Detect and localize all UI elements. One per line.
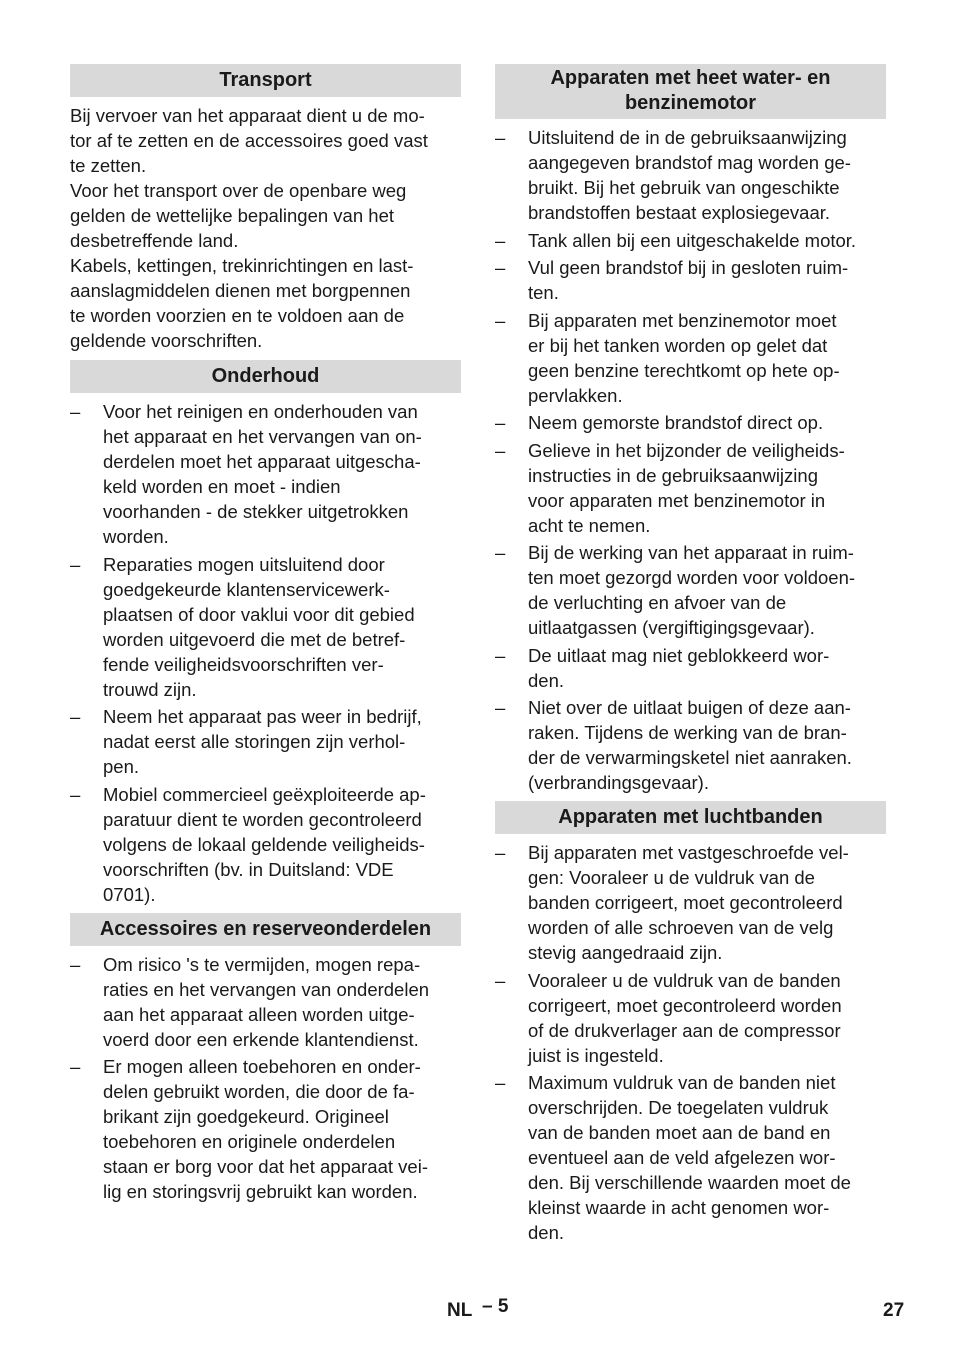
list-item-line: Uitsluitend de in de gebruiksaanwijzing	[528, 127, 847, 148]
list-item	[70, 399, 461, 549]
list-item	[495, 540, 886, 640]
list-item-line: worden uitgevoerd die met de betref-	[103, 628, 406, 650]
footer-section-page: – 5	[482, 1296, 509, 1317]
list-item-line: den.	[528, 1222, 565, 1243]
list-item-line: corrigeert, moet gecontroleerd worden	[528, 994, 842, 1016]
list-item-line: De uitlaat mag niet geblokkeerd wor-	[528, 644, 830, 666]
onderhoud-list	[70, 399, 461, 907]
list-item-line: keld worden en moet - indien	[103, 476, 341, 497]
bullet-dash: –	[495, 439, 506, 461]
list-item-line: Vul geen brandstof bij in gesloten ruim-	[528, 257, 849, 278]
list-item-line: worden of alle schroeven van de velg	[528, 917, 834, 938]
bullet-dash: –	[495, 697, 506, 718]
list-item	[495, 255, 886, 305]
list-item	[495, 840, 886, 965]
list-item-line: worden.	[103, 526, 169, 547]
list-item-line: uitlaatgassen (vergiftigingsgevaar).	[528, 617, 815, 638]
list-item-line: voor apparaten met benzinemotor in	[528, 489, 826, 511]
list-item	[70, 1054, 461, 1204]
list-item-line: brandstoffen bestaat explosiegevaar.	[528, 202, 831, 223]
list-item-line: eventueel aan de veld afgelezen wor-	[528, 1147, 836, 1168]
list-item-line: derdelen moet het apparaat uitgescha-	[103, 451, 421, 472]
bullet-dash: –	[70, 401, 81, 422]
list-item	[495, 410, 886, 435]
list-item-line: er bij het tanken worden op gelet dat	[528, 334, 828, 356]
list-item-line: voorhanden - de stekker uitgetrokken	[103, 501, 409, 522]
list-item-line: Om risico 's te vermijden, mogen repa-	[103, 953, 421, 975]
list-item-line: goedgekeurde klantenservicewerk-	[103, 578, 390, 600]
list-item-line: volgens de lokaal geldende veiligheids-	[103, 833, 425, 855]
transport-line: te zetten.	[70, 155, 147, 176]
bullet-dash: –	[495, 127, 506, 148]
transport-line: aanslagmiddelen dienen met borgpennen	[70, 280, 411, 301]
list-item-line: raties en het vervangen van onderdelen	[103, 978, 430, 1000]
list-item-line: ten.	[528, 282, 559, 303]
list-item-line: Bij apparaten met benzinemotor moet	[528, 309, 837, 331]
list-item	[495, 968, 886, 1068]
transport-line: tor af te zetten en de accessoires goed vast	[70, 130, 428, 151]
list-item-line: Voor het reinigen en onderhouden van	[103, 401, 418, 422]
list-item-line: lig en storingsvrij gebruikt kan worden.	[103, 1181, 418, 1202]
list-item-line: plaatsen of door vaklui voor dit gebied	[103, 603, 415, 625]
list-item-line: toebehoren en originele onderdelen	[103, 1131, 396, 1152]
list-item-line: acht te nemen.	[528, 514, 651, 536]
list-item-line: voerd door een erkende klantendienst.	[103, 1028, 419, 1050]
list-item-line: Bij apparaten met vastgeschroefde vel-	[528, 842, 849, 863]
list-item-line: stevig aangedraaid zijn.	[528, 942, 723, 963]
transport-line: geldende voorschriften.	[70, 330, 263, 351]
luchtbanden-heading: Apparaten met luchtbanden	[495, 801, 886, 834]
bullet-dash: –	[70, 1056, 81, 1077]
list-item-line: bruikt. Bij het gebruik van ongeschikte	[528, 177, 840, 198]
list-item-line: Maximum vuldruk van de banden niet	[528, 1072, 836, 1093]
list-item-line: Neem het apparaat pas weer in bedrijf,	[103, 706, 422, 727]
list-item	[495, 695, 886, 795]
right-column	[495, 64, 886, 1251]
list-item	[495, 438, 886, 538]
transport-line: Kabels, kettingen, trekinrichtingen en last-	[70, 255, 414, 276]
left-column	[70, 64, 461, 1210]
list-item	[70, 782, 461, 907]
bullet-dash: –	[495, 1072, 506, 1093]
transport-line: te worden voorzien en te voldoen aan de	[70, 305, 405, 326]
list-item-line: brikant zijn goedgekeurd. Origineel	[103, 1106, 389, 1127]
list-item-line: ten moet gezorgd worden voor voldoen-	[528, 567, 856, 588]
onderhoud-heading: Onderhoud	[70, 360, 461, 393]
list-item-line: delen gebruikt worden, die door de fa-	[103, 1081, 415, 1102]
list-item	[495, 643, 886, 693]
list-item-line: Mobiel commercieel geëxploiteerde ap-	[103, 783, 426, 805]
bullet-dash: –	[70, 953, 81, 975]
bullet-dash: –	[70, 553, 81, 575]
list-item-line: overschrijden. De toegelaten vuldruk	[528, 1097, 829, 1118]
footer-page-number: 27	[883, 1300, 905, 1321]
list-item-line: trouwd zijn.	[103, 678, 197, 700]
list-item-line: het apparaat en het vervangen van on-	[103, 426, 422, 447]
transport-line: desbetreffende land.	[70, 230, 239, 251]
list-item-line: 0701).	[103, 883, 156, 905]
list-item-line: geen benzine terechtkomt op hete op-	[528, 359, 840, 381]
bullet-dash: –	[495, 412, 506, 433]
transport-line: gelden de wettelijke bepalingen van het	[70, 205, 394, 226]
list-item-line: aan het apparaat alleen worden uitge-	[103, 1003, 415, 1025]
list-item	[495, 228, 886, 253]
bullet-dash: –	[495, 542, 506, 563]
list-item	[495, 308, 886, 408]
list-item	[70, 704, 461, 779]
list-item-line: instructies in de gebruiksaanwijzing	[528, 464, 818, 486]
accessoires-list	[70, 952, 461, 1205]
list-item-line: aangegeven brandstof mag worden ge-	[528, 152, 851, 173]
list-item-line: gen: Vooraleer u de vuldruk van de	[528, 867, 815, 888]
list-item-line: van de banden moet aan de band en	[528, 1122, 831, 1143]
list-item-line: kleinst waarde in acht genomen wor-	[528, 1197, 830, 1218]
list-item-line: banden corrigeert, moet gecontroleerd	[528, 892, 843, 913]
bullet-dash: –	[70, 706, 81, 727]
list-item-line: paratuur dient te worden gecontroleerd	[103, 808, 422, 830]
list-item-line: Er mogen alleen toebehoren en onder-	[103, 1056, 421, 1077]
list-item-line: Niet over de uitlaat buigen of deze aan-	[528, 697, 851, 718]
footer-language: NL	[447, 1300, 473, 1321]
list-item-line: der de verwarmingsketel niet aanraken.	[528, 747, 852, 768]
list-item-line: juist is ingesteld.	[528, 1044, 664, 1066]
list-item-line: nadat eerst alle storingen zijn verhol-	[103, 731, 406, 752]
bullet-dash: –	[495, 229, 506, 251]
accessoires-heading: Accessoires en reserveonderdelen	[70, 913, 461, 946]
heet-water-heading	[495, 64, 886, 119]
bullet-dash: –	[70, 783, 81, 805]
list-item-line: fende veiligheidsvoorschriften ver-	[103, 653, 384, 675]
list-item-line: (verbrandingsgevaar).	[528, 772, 709, 793]
heet-water-heading-line2: benzinemotor	[624, 92, 757, 114]
transport-line: Bij vervoer van het apparaat dient u de mo-	[70, 105, 425, 126]
luchtbanden-list	[495, 840, 886, 1245]
list-item-line: Bij de werking van het apparaat in ruim-	[528, 542, 854, 563]
bullet-dash: –	[495, 257, 506, 278]
list-item	[495, 1070, 886, 1245]
bullet-dash: –	[495, 969, 506, 991]
list-item-line: staan er borg voor dat het apparaat vei-	[103, 1156, 428, 1177]
list-item-line: Gelieve in het bijzonder de veiligheids-	[528, 439, 845, 461]
list-item-line: de verluchting en afvoer van de	[528, 592, 787, 613]
list-item-line: Neem gemorste brandstof direct op.	[528, 412, 824, 433]
list-item	[495, 125, 886, 225]
list-item-line: raken. Tijdens de werking van de bran-	[528, 722, 847, 743]
list-item-line: of de drukverlager aan de compressor	[528, 1019, 841, 1041]
list-item	[70, 552, 461, 702]
list-item-line: Vooraleer u de vuldruk van de banden	[528, 969, 841, 991]
list-item-line: Reparaties mogen uitsluitend door	[103, 553, 385, 575]
bullet-dash: –	[495, 842, 506, 863]
heet-water-heading-line1: Apparaten met heet water- en	[550, 67, 831, 89]
list-item	[70, 952, 461, 1052]
list-item-line: Tank allen bij een uitgeschakelde motor.	[528, 229, 857, 251]
list-item-line: den.	[528, 669, 565, 691]
heet-water-list	[495, 125, 886, 795]
list-item-line: pervlakken.	[528, 384, 623, 406]
transport-paragraph	[70, 103, 461, 353]
bullet-dash: –	[495, 644, 506, 666]
transport-heading: Transport	[70, 64, 461, 97]
list-item-line: voorschriften (bv. in Duitsland: VDE	[103, 858, 394, 880]
list-item-line: den. Bij verschillende waarden moet de	[528, 1172, 851, 1193]
bullet-dash: –	[495, 309, 506, 331]
list-item-line: pen.	[103, 756, 140, 777]
transport-line: Voor het transport over de openbare weg	[70, 180, 407, 201]
